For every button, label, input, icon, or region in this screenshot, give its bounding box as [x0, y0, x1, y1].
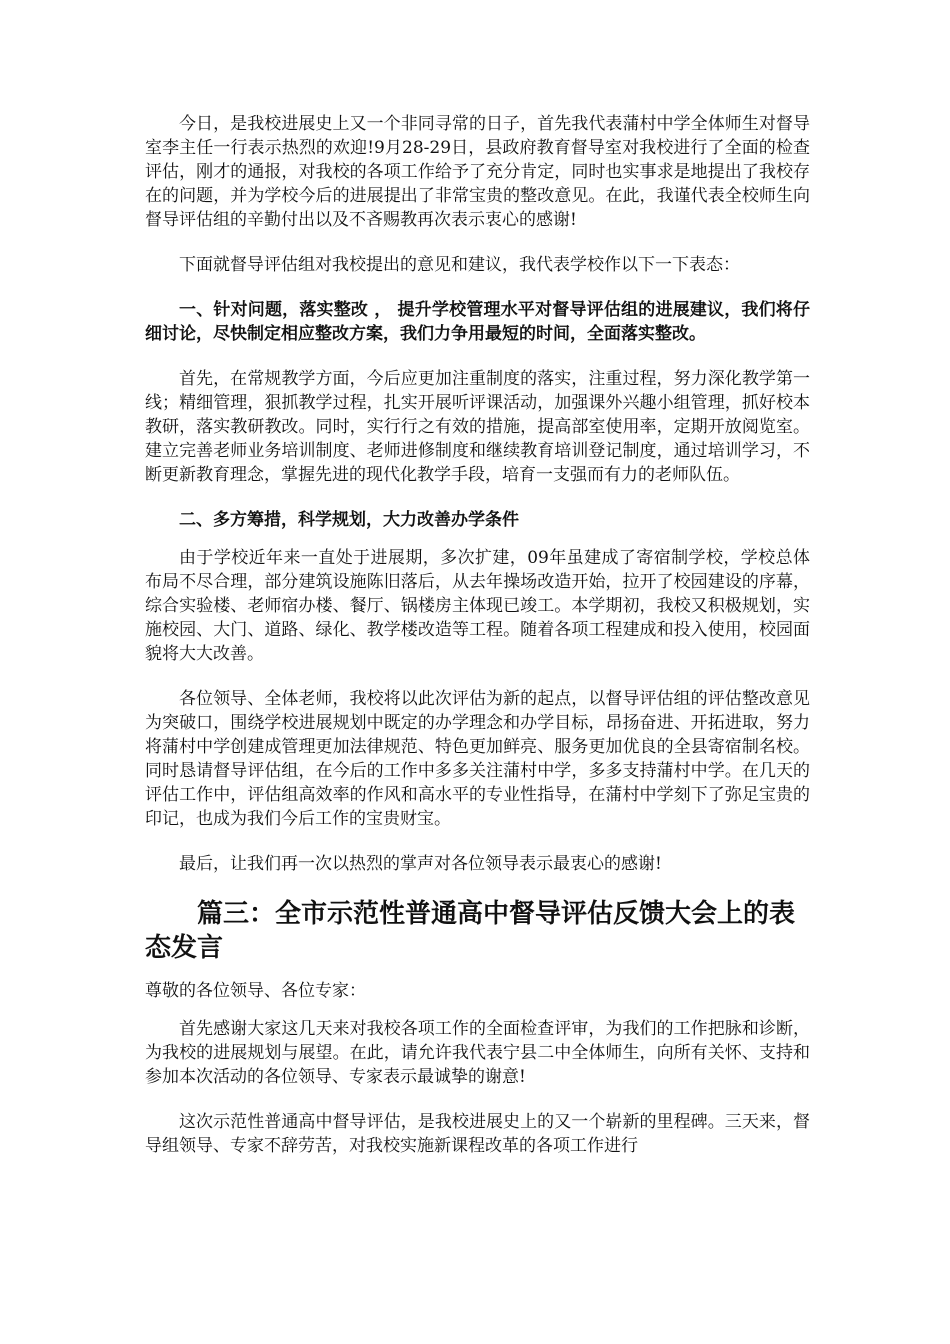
paragraph-milestone: 这次示范性普通高中督导评估，是我校进展史上的又一个崭新的里程碑。三天来，督导组领导、专家不辞劳苦，对我校实施新课程改革的各项工作进行	[145, 1112, 810, 1156]
paragraph-thanks-experts: 首先感谢大家这几天来对我校各项工作的全面检查评审，为我们的工作把脉和诊断，为我校的进展规划与展望。在此，请允许我代表宁县二中全体师生，向所有关怀、支持和参加本次活动的各位领导、专家表示最诚挚的谢意!	[145, 1019, 810, 1087]
heading-point-one: 一、针对问题，落实整改 ， 提升学校管理水平对督导评估组的进展建议，我们将仔细讨论，尽快制定相应整改方案，我们力争用最短的时间，全面落实整改。	[145, 300, 810, 344]
heading-point-two: 二、多方筹措，科学规划，大力改善办学条件	[179, 510, 519, 530]
paragraph-welcome: 今日，是我校进展史上又一个非同寻常的日子，首先我代表蒲村中学全体师生对督导室李主任一行表示热烈的欢迎!9月28-29日，县政府教育督导室对我校进行了全面的检查评估，刚才的通报，对我校的各项工作给予了充分肯定，同时也实事求是地提出了我校存在的问题，并为学校今后的进展提出了非常宝贵的整改意见。在此，我谨代表全校师生向督导评估组的辛勤付出以及不吝赐教再次表示衷心的感谢!	[145, 114, 810, 230]
paragraph-statement-intro: 下面就督导评估组对我校提出的意见和建议，我代表学校作以下一下表态：	[179, 255, 740, 275]
section-title: 篇三：全市示范性普通高中督导评估反馈大会上的表态发言	[145, 899, 796, 963]
document-page	[145, 112, 810, 1179]
paragraph-commitment: 各位领导、全体老师，我校将以此次评估为新的起点，以督导评估组的评估整改意见为突破口，围绕学校进展规划中既定的办学理念和办学目标，昂扬奋进、开拓进取，努力将蒲村中学创建成管理更加法律规范、特色更加鲜亮、服务更加优良的全县寄宿制名校。同时恳请督导评估组，在今后的工作中多多关注蒲村中学，多多支持蒲村中学。在几天的评估工作中，评估组高效率的作风和高水平的专业性指导，在蒲村中学刻下了弥足宝贵的印记，也成为我们今后工作的宝贵财宝。	[145, 689, 810, 829]
paragraph-closing-thanks: 最后，让我们再一次以热烈的掌声对各位领导表示最衷心的感谢!	[179, 854, 662, 874]
paragraph-school-conditions: 由于学校近年来一直处于进展期，多次扩建，09年虽建成了寄宿制学校，学校总体布局不尽合理，部分建筑设施陈旧落后，从去年操场改造开始，拉开了校园建设的序幕，综合实验楼、老师宿办楼、餐厅、锅楼房主体现已竣工。本学期初，我校又积极规划，实施校园、大门、道路、绿化、教学楼改造等工程。随着各项工程建成和投入使用，校园面貌将大大改善。	[145, 548, 810, 664]
salutation: 尊敬的各位领导、各位专家：	[145, 981, 366, 1001]
paragraph-teaching-routine: 首先，在常规教学方面，今后应更加注重制度的落实，注重过程，努力深化教学第一线；精细管理，狠抓教学过程，扎实开展听评课活动，加强课外兴趣小组管理，抓好校本教研，落实教研教改。同时，实行行之有效的措施，提高部室使用率，定期开放阅览室。建立完善老师业务培训制度、老师进修制度和继续教育培训登记制度，通过培训学习，不断更新教育理念，掌握先进的现代化教学手段，培育一支强而有力的老师队伍。	[145, 369, 810, 485]
